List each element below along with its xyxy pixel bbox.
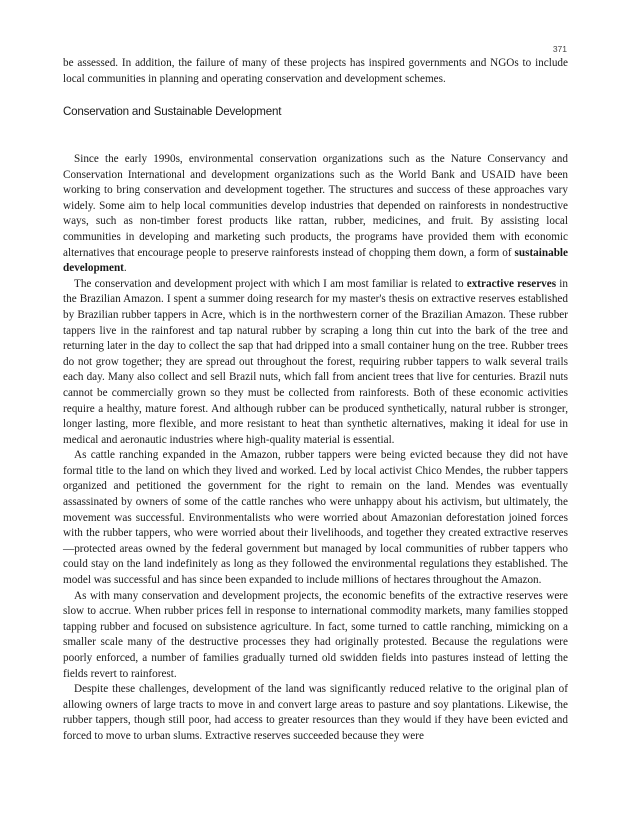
paragraph-1-text: Since the early 1990s, environmental conservation organizations such as the Nature Conservancy and Conservation International and development organizations such as the World Bank and USAID have been working to bring conservation and development together. The structures and success of these approaches vary widely. Some aim to help local communities develop industries that depended on rainforests in nondestructive ways, such as non-timber forest products like rattan, rubber, medicines, and fruit. By assisting local communities in developing and marketing such products, the programs have provided them with economic alternatives that encourage people to preserve rainforests instead of chopping them down, a form of [63,153,568,259]
section-heading: Conservation and Sustainable Development [63,105,282,118]
page-number: 371 [552,44,567,54]
lead-paragraph: be assessed. In addition, the failure of many of these projects has inspired governments and NGOs to include local communities in planning and operating conservation and development schemes. [63,57,568,85]
term-extractive-reserves: extractive reserves [466,277,557,290]
paragraph-2-end: in the Brazilian Amazon. I spent a summer doing research for my master's thesis on extractive reserves established by Brazilian rubber tappers in Acre, which is in the northwestern corner of the Brazilian Amazon. These rubber tappers live in the rainforest and tap natural rubber by scraping a long thin cut into the bark of the tree and returning later in the day to collect the sap that had dripped into a small container hung on the tree. Rubber trees do not grow together; they are spread out throughout the forest, requiring rubber tappers to walk several trails each day. Many also collect and sell Brazil nuts, which fall from ancient trees that live for centuries. Brazil nuts cannot be commercially grown so they must be collected from rainforests. Both of these economic activities require a healthy, mature forest. And although rubber can be produced synthetically, natural rubber is stronger, longer lasting, more flexible, and more resistant to heat than synthetic alternatives, making it ideal for use in medical and aeronautic industries where high-quality material is essential. [63,277,568,446]
term-sustainable-development: sustainable development [63,246,568,275]
paragraph-5: Despite these challenges, development of the land was significantly reduced relative to the original plan of allowing owners of large tracts to move in and convert large areas to pasture and soy plantations. Likewise, the rubber tappers, though still poor, had access to greater resources than they would if they have been evicted and forced to move to urban slums. Extractive reserves succeeded because they were [63,683,568,742]
paragraph-2-text: The conservation and development project with which I am most familiar is related to [74,277,467,290]
paragraph-4: As with many conservation and development projects, the economic benefits of the extractive reserves were slow to accrue. When rubber prices fell in response to international commodity markets, many families stopped tapping rubber and focused on subsistence agriculture. In fact, some turned to cattle ranching, mimicking on a smaller scale many of the destructive processes they had originally protested. Because the regulations were poorly enforced, a number of families gradually turned old swidden fields into pastures instead of letting the fields revert to rainforest. [63,589,568,680]
paragraph-2 [63,277,568,449]
paragraph-1-end: . [123,262,127,275]
article-body [63,152,568,745]
paragraph-1 [63,152,568,277]
paragraph-3: As cattle ranching expanded in the Amazon, rubber tappers were being evicted because they did not have formal title to the land on which they lived and worked. Led by local activist Chico Mendes, the rubber tappers organized and petitioned the government for the right to remain on the land. Mendes was eventually assassinated by owners of some of the cattle ranches who were unhappy about his activism, but ultimately, the movement was successful. Environmentalists who were worried about Amazonian deforestation joined forces with the rubber tappers, who were worried about their livelihoods, and together they created extractive reserves—protected areas owned by the federal government but managed by local communities of rubber tappers who could stay on the land indefinitely as long as they followed the environmental regulations they established. The model was successful and has since been expanded to include millions of hectares throughout the Amazon. [63,449,568,587]
